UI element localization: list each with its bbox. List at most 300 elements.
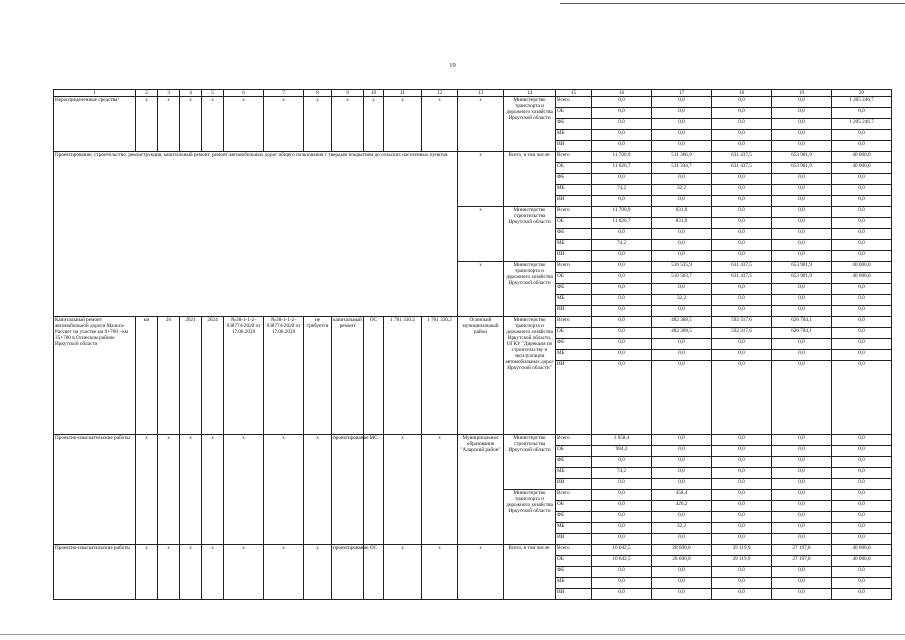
amount-cell: 631 437,5 [712, 273, 772, 284]
amount-cell: 11 700,9 [592, 152, 652, 163]
amount-cell: 0,0 [712, 240, 772, 251]
amount-cell: 631 437,5 [712, 262, 772, 273]
object-attribute: капитальный ремонт [332, 317, 364, 435]
funding-source: МБ [556, 240, 592, 251]
column-number-7: 7 [264, 90, 304, 97]
object-attribute: х [180, 545, 202, 600]
amount-cell: 0,0 [772, 130, 832, 141]
amount-cell: 831,0 [652, 207, 712, 218]
amount-cell: 0,0 [772, 512, 832, 523]
amount-cell: 0,0 [712, 97, 772, 108]
object-attribute: х [458, 97, 504, 152]
amount-cell: 458,4 [652, 490, 712, 501]
amount-cell: 984,2 [592, 446, 652, 457]
amount-cell: 11 700,9 [592, 207, 652, 218]
amount-cell: 0,0 [832, 567, 892, 578]
amount-cell: 0,0 [592, 196, 652, 207]
funding-source: ОБ [556, 218, 592, 229]
amount-cell: 40 000,0 [832, 262, 892, 273]
page-edge-line [0, 634, 905, 635]
amount-cell: 0,0 [592, 578, 652, 589]
amount-cell: 0,0 [712, 490, 772, 501]
amount-cell: 0,0 [832, 141, 892, 152]
amount-cell: 426,2 [652, 501, 712, 512]
object-attribute: х [264, 97, 304, 152]
column-number-14: 14 [504, 90, 556, 97]
column-number-2: 2 [136, 90, 158, 97]
amount-cell: 0,0 [832, 339, 892, 350]
amount-cell: 0,0 [712, 468, 772, 479]
amount-cell: 0,0 [712, 185, 772, 196]
amount-cell: 0,0 [772, 350, 832, 361]
amount-cell: 0,0 [832, 446, 892, 457]
amount-cell: 0,0 [772, 446, 832, 457]
amount-cell: 0,0 [772, 589, 832, 600]
amount-cell: 0,0 [652, 174, 712, 185]
responsible-organization: Министерство транспорта и дорожного хозяйства Иркутской области [504, 490, 556, 545]
object-attribute: проектирование [332, 545, 364, 600]
amount-cell: 653 901,9 [772, 163, 832, 174]
amount-cell: 0,0 [772, 578, 832, 589]
funding-source: МБ [556, 185, 592, 196]
amount-cell: 0,0 [712, 446, 772, 457]
column-number-13: 13 [458, 90, 504, 97]
page-number: 19 [449, 62, 456, 69]
object-attribute: №38-1-1-2-038774-2020 от 17.08.2020 [264, 317, 304, 435]
object-attribute: проектирование [332, 435, 364, 545]
funding-source: ФБ [556, 457, 592, 468]
responsible-organization: Министерство строительства Иркутской области [504, 435, 556, 490]
funding-source: ИИ [556, 251, 592, 262]
amount-cell: 10 642,5 [592, 545, 652, 556]
amount-cell: 0,0 [592, 534, 652, 545]
amount-cell: 0,0 [832, 328, 892, 339]
funding-source: ИИ [556, 589, 592, 600]
amount-cell: 40 000,0 [832, 163, 892, 174]
amount-cell: 0,0 [652, 567, 712, 578]
object-attribute: х [422, 97, 458, 152]
funding-source: Всего [556, 262, 592, 273]
object-attribute: х [224, 545, 264, 600]
amount-cell: 0,0 [712, 479, 772, 490]
amount-cell: 0,0 [652, 108, 712, 119]
amount-cell: 0,0 [592, 328, 652, 339]
amount-cell: 0,0 [832, 251, 892, 262]
amount-cell: 0,0 [832, 317, 892, 328]
amount-cell: 0,0 [592, 512, 652, 523]
column-number-3: 3 [158, 90, 180, 97]
object-attribute: не требуется [304, 317, 332, 435]
object-name: Проектно-изыскательские работы [54, 435, 136, 545]
object-attribute: х [136, 545, 158, 600]
budget-table [53, 89, 892, 600]
column-number-8: 8 [304, 90, 332, 97]
amount-cell: 0,0 [772, 251, 832, 262]
amount-cell: 74,2 [592, 185, 652, 196]
page-edge-line [560, 3, 905, 4]
amount-cell: 74,2 [592, 468, 652, 479]
amount-cell: 32,2 [652, 295, 712, 306]
amount-cell: 0,0 [652, 589, 712, 600]
column-number-10: 10 [364, 90, 384, 97]
object-attribute: х [264, 545, 304, 600]
amount-cell: 0,0 [832, 295, 892, 306]
amount-cell: 0,0 [772, 141, 832, 152]
funding-source: ОБ [556, 273, 592, 284]
column-number-4: 4 [180, 90, 202, 97]
amount-cell: 482 308,5 [652, 328, 712, 339]
amount-cell: 0,0 [712, 457, 772, 468]
amount-cell: 28 600,0 [652, 556, 712, 567]
column-number-11: 11 [384, 90, 422, 97]
object-attribute: х [202, 97, 224, 152]
amount-cell: 0,0 [772, 523, 832, 534]
amount-cell: 0,0 [592, 295, 652, 306]
amount-cell: 0,0 [772, 97, 832, 108]
amount-cell: 0,0 [592, 119, 652, 130]
amount-cell: 0,0 [592, 229, 652, 240]
amount-cell: 0,0 [832, 218, 892, 229]
amount-cell: 510 535,9 [652, 262, 712, 273]
funding-source: МБ [556, 295, 592, 306]
funding-source: ФБ [556, 229, 592, 240]
object-attribute: х [158, 97, 180, 152]
amount-cell: 0,0 [592, 97, 652, 108]
amount-cell: 0,0 [712, 295, 772, 306]
amount-cell: 0,0 [712, 119, 772, 130]
amount-cell: 0,0 [832, 479, 892, 490]
amount-cell: 0,0 [712, 589, 772, 600]
amount-cell: 482 308,5 [652, 317, 712, 328]
funding-source: Всего [556, 545, 592, 556]
amount-cell: 0,0 [652, 361, 712, 435]
funding-source: ОБ [556, 446, 592, 457]
funding-source: ИИ [556, 479, 592, 490]
object-attribute: 2024 [202, 317, 224, 435]
amount-cell: 28 600,0 [652, 545, 712, 556]
funding-source: МБ [556, 578, 592, 589]
amount-cell: 0,0 [652, 457, 712, 468]
amount-cell: 0,0 [832, 589, 892, 600]
funding-source: ОБ [556, 108, 592, 119]
amount-cell: 74,2 [592, 240, 652, 251]
amount-cell: 653 901,9 [772, 262, 832, 273]
funding-source: МБ [556, 523, 592, 534]
amount-cell: 0,0 [772, 185, 832, 196]
object-name: Нераспределенные средства¹ [54, 97, 136, 152]
amount-cell: 0,0 [832, 501, 892, 512]
object-attribute: №38-1-1-2-038774-2020 от 17.08.2020 [224, 317, 264, 435]
amount-cell: 626 704,1 [772, 317, 832, 328]
amount-cell: 0,0 [652, 97, 712, 108]
table-row [54, 152, 892, 163]
amount-cell: 0,0 [832, 361, 892, 435]
amount-cell: 0,0 [772, 174, 832, 185]
amount-cell: 0,0 [772, 218, 832, 229]
amount-cell: 0,0 [652, 306, 712, 317]
funding-source: ОБ [556, 163, 592, 174]
responsible-organization: Министерство транспорта и дорожного хозяйства Иркутской области, ОГКУ "Дирекция по строительству и эксплуатации автомобильных дорог Иркутской области" [504, 317, 556, 435]
column-number-header [54, 90, 892, 97]
block-marker: х [458, 207, 504, 262]
amount-cell: 0,0 [652, 284, 712, 295]
amount-cell: 27 197,8 [772, 545, 832, 556]
object-attribute: х [202, 435, 224, 545]
amount-cell: 0,0 [712, 534, 772, 545]
amount-cell: 0,0 [652, 141, 712, 152]
amount-cell: 0,0 [712, 141, 772, 152]
amount-cell: 0,0 [832, 457, 892, 468]
amount-cell: 0,0 [592, 457, 652, 468]
object-attribute: 2021 [180, 317, 202, 435]
funding-source: ФБ [556, 339, 592, 350]
funding-source: Всего [556, 207, 592, 218]
object-attribute: Муниципальное образование "Аларский район" [458, 435, 504, 545]
amount-cell: 511 366,9 [652, 152, 712, 163]
object-attribute: х [364, 97, 384, 152]
amount-cell: 0,0 [652, 339, 712, 350]
amount-cell: 0,0 [592, 141, 652, 152]
amount-cell: 0,0 [772, 119, 832, 130]
funding-source: МБ [556, 130, 592, 141]
amount-cell: 0,0 [832, 196, 892, 207]
amount-cell: 0,0 [712, 196, 772, 207]
funding-source: ОБ [556, 556, 592, 567]
amount-cell: 0,0 [772, 295, 832, 306]
funding-source: Всего [556, 490, 592, 501]
amount-cell: 0,0 [592, 251, 652, 262]
column-number-20: 20 [832, 90, 892, 97]
table-row [54, 97, 892, 108]
amount-cell: 0,0 [712, 229, 772, 240]
amount-cell: 0,0 [832, 534, 892, 545]
amount-cell: 631 437,5 [712, 152, 772, 163]
object-attribute: х [158, 435, 180, 545]
amount-cell: 510 503,7 [652, 273, 712, 284]
funding-source: Всего [556, 97, 592, 108]
object-attribute: х [224, 435, 264, 545]
object-attribute: ОС [364, 317, 384, 435]
amount-cell: 0,0 [652, 512, 712, 523]
object-attribute: 1 701 330,2 [384, 317, 422, 435]
amount-cell: 1 205 246,7 [832, 97, 892, 108]
amount-cell: 0,0 [712, 350, 772, 361]
amount-cell: 27 197,8 [772, 556, 832, 567]
amount-cell: 511 334,7 [652, 163, 712, 174]
amount-cell: 0,0 [592, 501, 652, 512]
section-title: Проектирование, строительство, реконструкция, капитальный ремонт, ремонт автомобильных дорог общего пользования с твердым покрытием до сельских населенных пунктов [54, 152, 458, 317]
amount-cell: 0,0 [652, 534, 712, 545]
object-attribute: км [136, 317, 158, 435]
amount-cell: 0,0 [712, 108, 772, 119]
amount-cell: 0,0 [772, 435, 832, 446]
amount-cell: 0,0 [652, 350, 712, 361]
amount-cell: 0,0 [832, 512, 892, 523]
amount-cell: 0,0 [832, 578, 892, 589]
object-attribute: х [136, 435, 158, 545]
responsible-organization: Министерство транспорта и дорожного хозяйства Иркутской области [504, 262, 556, 317]
amount-cell: 0,0 [832, 435, 892, 446]
amount-cell: 0,0 [772, 567, 832, 578]
column-number-6: 6 [224, 90, 264, 97]
amount-cell: 0,0 [712, 339, 772, 350]
amount-cell: 0,0 [652, 578, 712, 589]
amount-cell: 0,0 [772, 196, 832, 207]
amount-cell: 0,0 [712, 567, 772, 578]
funding-source: МБ [556, 350, 592, 361]
amount-cell: 0,0 [712, 578, 772, 589]
amount-cell: 0,0 [592, 284, 652, 295]
amount-cell: 40 000,0 [832, 152, 892, 163]
amount-cell: 0,0 [592, 339, 652, 350]
amount-cell: 0,0 [712, 523, 772, 534]
column-number-15: 15 [556, 90, 592, 97]
column-number-5: 5 [202, 90, 224, 97]
object-name: Капитальный ремонт автомобильной дороги Мальта-Рассвет на участке км 9+700 - км 35+700 в Осинском районе Иркутской области [54, 317, 136, 435]
amount-cell: 0,0 [652, 240, 712, 251]
amount-cell: 0,0 [592, 174, 652, 185]
funding-source: ИИ [556, 361, 592, 435]
amount-cell: 11 626,7 [592, 218, 652, 229]
responsible-organization: Министерство транспорта и дорожного хозяйства Иркутской области [504, 97, 556, 152]
funding-source: ФБ [556, 284, 592, 295]
amount-cell: 631 437,5 [712, 163, 772, 174]
amount-cell: 0,0 [832, 174, 892, 185]
object-attribute: х [458, 545, 504, 600]
amount-cell: 0,0 [652, 468, 712, 479]
amount-cell: 0,0 [652, 229, 712, 240]
amount-cell: 0,0 [592, 589, 652, 600]
amount-cell: 39 119,9 [712, 556, 772, 567]
amount-cell: 653 901,9 [772, 273, 832, 284]
amount-cell: 10 642,5 [592, 556, 652, 567]
amount-cell: 0,0 [592, 361, 652, 435]
table-row [54, 435, 892, 446]
amount-cell: 0,0 [772, 457, 832, 468]
amount-cell: 0,0 [772, 284, 832, 295]
amount-cell: 0,0 [832, 130, 892, 141]
amount-cell: 0,0 [712, 284, 772, 295]
amount-cell: 0,0 [652, 119, 712, 130]
object-attribute: х [422, 435, 458, 545]
object-attribute: х [304, 435, 332, 545]
amount-cell: 40 000,0 [832, 545, 892, 556]
amount-cell: 0,0 [832, 229, 892, 240]
funding-source: ИИ [556, 196, 592, 207]
amount-cell: 0,0 [592, 523, 652, 534]
amount-cell: 0,0 [592, 490, 652, 501]
amount-cell: 0,0 [712, 512, 772, 523]
amount-cell: 0,0 [832, 240, 892, 251]
object-attribute: х [180, 435, 202, 545]
amount-cell: 0,0 [652, 196, 712, 207]
funding-source: ФБ [556, 512, 592, 523]
amount-cell: 1 205 246,7 [832, 119, 892, 130]
column-number-18: 18 [712, 90, 772, 97]
amount-cell: 0,0 [772, 468, 832, 479]
amount-cell: 0,0 [772, 534, 832, 545]
object-attribute: 1 701 330,2 [422, 317, 458, 435]
amount-cell: 0,0 [592, 567, 652, 578]
column-number-17: 17 [652, 90, 712, 97]
funding-source: ФБ [556, 174, 592, 185]
funding-source: ОБ [556, 328, 592, 339]
amount-cell: 831,0 [652, 218, 712, 229]
amount-cell: 592 317,6 [712, 328, 772, 339]
funding-source: ИИ [556, 306, 592, 317]
block-marker: х [458, 152, 504, 207]
object-name: Проектно-изыскательские работы [54, 545, 136, 600]
amount-cell: 0,0 [772, 339, 832, 350]
amount-cell: 0,0 [832, 350, 892, 361]
amount-cell: 0,0 [712, 174, 772, 185]
funding-source: ИИ [556, 141, 592, 152]
object-attribute: х [202, 545, 224, 600]
table-row [54, 317, 892, 328]
amount-cell: 0,0 [712, 306, 772, 317]
amount-cell: 0,0 [652, 446, 712, 457]
object-attribute: х [384, 545, 422, 600]
funding-source: ОБ [556, 501, 592, 512]
column-number-16: 16 [592, 90, 652, 97]
amount-cell: 0,0 [772, 479, 832, 490]
amount-cell: 0,0 [652, 130, 712, 141]
block-marker: х [458, 262, 504, 317]
amount-cell: 0,0 [832, 185, 892, 196]
object-attribute: х [264, 435, 304, 545]
table-row [54, 545, 892, 556]
object-attribute: МС [364, 435, 384, 545]
amount-cell: 0,0 [592, 108, 652, 119]
amount-cell: 0,0 [652, 435, 712, 446]
amount-cell: 0,0 [592, 350, 652, 361]
amount-cell: 592 317,6 [712, 317, 772, 328]
funding-source: ФБ [556, 119, 592, 130]
object-attribute: х [384, 435, 422, 545]
amount-cell: 0,0 [772, 490, 832, 501]
responsible-organization: Министерство строительства Иркутской области [504, 207, 556, 262]
object-attribute: х [384, 97, 422, 152]
amount-cell: 1 058,4 [592, 435, 652, 446]
amount-cell: 11 626,7 [592, 163, 652, 174]
amount-cell: 0,0 [772, 229, 832, 240]
amount-cell: 0,0 [712, 130, 772, 141]
column-number-1: 1 [54, 90, 136, 97]
object-attribute: х [332, 97, 364, 152]
object-attribute: х [422, 545, 458, 600]
object-attribute: ОС [364, 545, 384, 600]
amount-cell: 653 901,9 [772, 152, 832, 163]
amount-cell: 0,0 [832, 284, 892, 295]
amount-cell: 626 704,1 [772, 328, 832, 339]
object-attribute: Осинский муниципальный район [458, 317, 504, 435]
object-attribute: х [158, 545, 180, 600]
amount-cell: 0,0 [772, 306, 832, 317]
amount-cell: 0,0 [712, 361, 772, 435]
funding-source: ФБ [556, 567, 592, 578]
column-number-19: 19 [772, 90, 832, 97]
amount-cell: 0,0 [652, 479, 712, 490]
amount-cell: 0,0 [592, 306, 652, 317]
funding-source: МБ [556, 468, 592, 479]
amount-cell: 0,0 [712, 251, 772, 262]
amount-cell: 0,0 [592, 479, 652, 490]
amount-cell: 0,0 [832, 306, 892, 317]
amount-cell: 0,0 [592, 317, 652, 328]
amount-cell: 0,0 [592, 273, 652, 284]
amount-cell: 0,0 [772, 240, 832, 251]
amount-cell: 0,0 [772, 207, 832, 218]
